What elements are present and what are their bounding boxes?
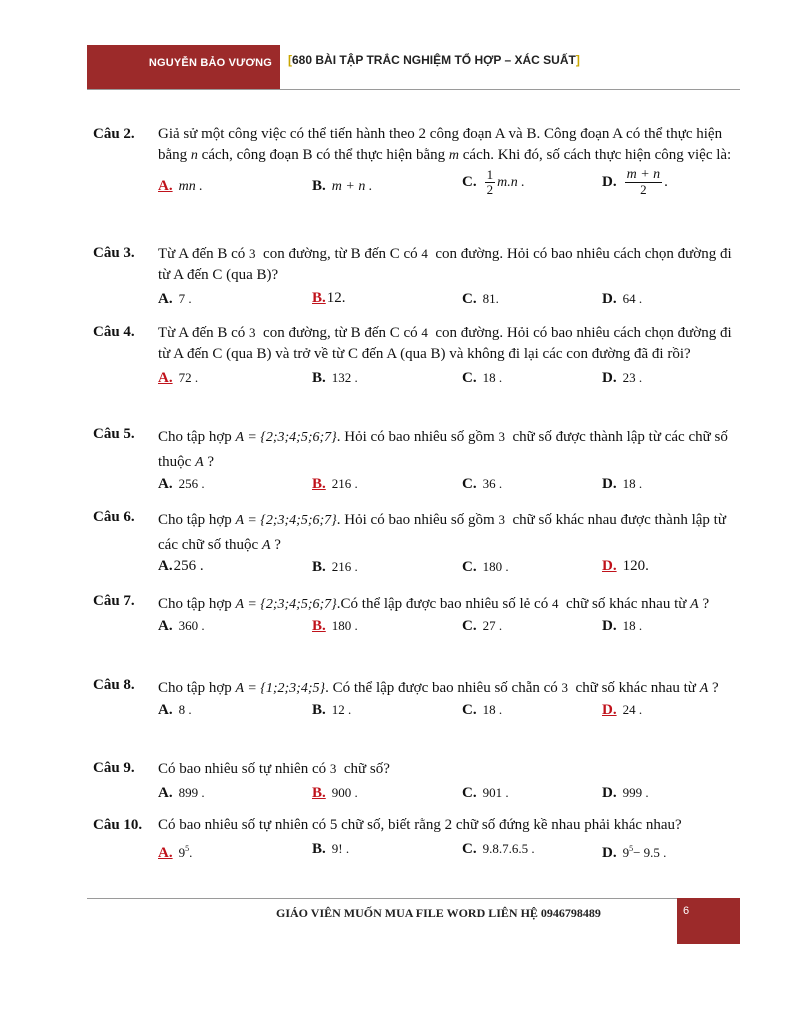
answer-a[interactable]: A. mn . bbox=[158, 178, 203, 194]
answer-a[interactable]: A. 8 . bbox=[158, 702, 192, 718]
answer-c[interactable]: C. $\frac{1}{2}$ m.n . bbox=[462, 167, 525, 197]
footer-contact: GIÁO VIÊN MUỐN MUA FILE WORD LIÊN HỆ 0946798489 bbox=[276, 906, 601, 920]
question-text: Cho tập hợp A = {2;3;4;5;6;7}.Có thể lập được bao nhiêu số lẻ có 4 chữ số khác nhau từ A ? bbox=[158, 596, 710, 612]
answer-c[interactable]: C. 901 . bbox=[462, 785, 509, 801]
answer-d[interactable]: D. 120. bbox=[602, 558, 649, 574]
question-text: Cho tập hợp A = {1;2;3;4;5}. Có thể lập được bao nhiêu số chẵn có 3 chữ số khác nhau từ A ? bbox=[158, 680, 719, 696]
answer-a[interactable]: A. 256 . bbox=[158, 476, 205, 492]
answer-row bbox=[93, 615, 733, 637]
answer-b[interactable]: B. 180 . bbox=[312, 618, 358, 634]
answer-d[interactable]: D. 24 . bbox=[602, 702, 643, 718]
header-divider bbox=[87, 89, 740, 90]
question-7 bbox=[93, 591, 733, 637]
answer-d[interactable]: D. $\frac{m + n}{2}$ . bbox=[602, 167, 668, 197]
answer-d[interactable]: D. 999 . bbox=[602, 785, 649, 801]
answer-b[interactable]: B.12. bbox=[312, 290, 346, 306]
question-2 bbox=[93, 124, 733, 200]
answer-b[interactable]: B. m + n . bbox=[312, 178, 373, 194]
answer-c[interactable]: C. 36 . bbox=[462, 476, 503, 492]
bracket-open: [ bbox=[288, 53, 292, 67]
question-5 bbox=[93, 424, 733, 495]
question-label: Câu 5. bbox=[93, 426, 135, 442]
header-author: NGUYỄN BẢO VƯƠNG bbox=[148, 57, 272, 69]
answer-c[interactable]: C. 180 . bbox=[462, 559, 509, 575]
question-label: Câu 8. bbox=[93, 677, 135, 693]
answer-row bbox=[93, 473, 733, 495]
question-9 bbox=[93, 758, 733, 804]
answer-row bbox=[93, 288, 733, 310]
answer-c[interactable]: C. 81. bbox=[462, 291, 499, 307]
answer-row bbox=[93, 838, 733, 860]
question-10 bbox=[93, 815, 733, 860]
answer-a[interactable]: A.256 . bbox=[158, 558, 204, 574]
answer-c[interactable]: C. 18 . bbox=[462, 702, 503, 718]
question-text: Cho tập hợp A = {2;3;4;5;6;7}. Hỏi có bao nhiêu số gồm 3 chữ số được thành lập từ các chữ số thuộc A ? bbox=[158, 429, 728, 470]
question-text: Cho tập hợp A = {2;3;4;5;6;7}. Hỏi có bao nhiêu số gồm 3 chữ số khác nhau được thành lập từ các chữ số thuộc A ? bbox=[158, 512, 726, 553]
question-3 bbox=[93, 243, 733, 310]
question-4 bbox=[93, 322, 733, 389]
answer-b[interactable]: B. 900 . bbox=[312, 785, 358, 801]
question-label: Câu 10. bbox=[93, 817, 143, 833]
answer-row bbox=[93, 699, 733, 721]
question-label: Câu 7. bbox=[93, 593, 135, 609]
answer-row bbox=[93, 166, 733, 200]
question-label: Câu 4. bbox=[93, 324, 135, 340]
answer-a[interactable]: A. $9^5$. bbox=[158, 844, 193, 861]
question-label: Câu 6. bbox=[93, 509, 135, 525]
answer-b[interactable]: B. 12 . bbox=[312, 702, 352, 718]
answer-c[interactable]: C. 18 . bbox=[462, 370, 503, 386]
question-8 bbox=[93, 675, 733, 721]
question-label: Câu 9. bbox=[93, 760, 135, 776]
fraction: $\frac{1}{2}$ bbox=[486, 167, 494, 197]
header-title-line bbox=[288, 53, 580, 67]
question-text: Có bao nhiêu số tự nhiên có 3 chữ số? bbox=[158, 761, 390, 777]
answer-b[interactable]: B. 216 . bbox=[312, 476, 358, 492]
question-text: Có bao nhiêu số tự nhiên có 5 chữ số, biết rằng 2 chữ số đứng kề nhau phải khác nhau? bbox=[158, 817, 682, 833]
answer-row bbox=[93, 782, 733, 804]
question-label: Câu 3. bbox=[93, 245, 135, 261]
answer-a[interactable]: A. 360 . bbox=[158, 618, 205, 634]
answer-b[interactable]: B. 9! . bbox=[312, 841, 350, 857]
question-text: Giả sử một công việc có thể tiến hành theo 2 công đoạn A và B. Công đoạn A có thể thực hiện bằng n cách, công đoạn B có thể thực hiện bằng m cách. Khi đó, số cách thực hiện công việc là: bbox=[158, 126, 732, 163]
bracket-close: ] bbox=[575, 53, 580, 67]
page-number: 6 bbox=[683, 905, 690, 917]
answer-c[interactable]: C. 9.8.7.6.5 . bbox=[462, 841, 535, 857]
answer-row bbox=[93, 367, 733, 389]
header-title: 680 BÀI TẬP TRẮC NGHIỆM TỔ HỢP – XÁC SUẤT bbox=[292, 53, 576, 67]
answer-b[interactable]: B. 132 . bbox=[312, 370, 358, 386]
question-text: Từ A đến B có 3 con đường, từ B đến C có 4 con đường. Hỏi có bao nhiêu cách chọn đường đi từ A đến C (qua B)? bbox=[158, 246, 732, 283]
answer-row bbox=[93, 556, 733, 578]
footer-divider bbox=[87, 898, 677, 899]
answer-c[interactable]: C. 27 . bbox=[462, 618, 503, 634]
answer-d[interactable]: D. 64 . bbox=[602, 291, 643, 307]
answer-a[interactable]: A. 899 . bbox=[158, 785, 205, 801]
answer-d[interactable]: D. 23 . bbox=[602, 370, 643, 386]
question-6 bbox=[93, 507, 733, 578]
answer-d[interactable]: D. 18 . bbox=[602, 618, 643, 634]
answer-b[interactable]: B. 216 . bbox=[312, 559, 358, 575]
header-author-box bbox=[87, 45, 280, 89]
question-label: Câu 2. bbox=[93, 126, 135, 142]
answer-d[interactable]: D. 18 . bbox=[602, 476, 643, 492]
answer-a[interactable]: A. 7 . bbox=[158, 291, 192, 307]
question-text: Từ A đến B có 3 con đường, từ B đến C có 4 con đường. Hỏi có bao nhiêu cách chọn đường đi từ A đến C (qua B) và trở về từ C đến A (qua B) và không đi lại các con đường đã đi rồi? bbox=[158, 325, 732, 362]
answer-a[interactable]: A. 72 . bbox=[158, 370, 199, 386]
fraction: $\frac{m + n}{2}$ bbox=[626, 167, 661, 197]
answer-d[interactable]: D. $9^5- 9.5$ . bbox=[602, 844, 667, 861]
